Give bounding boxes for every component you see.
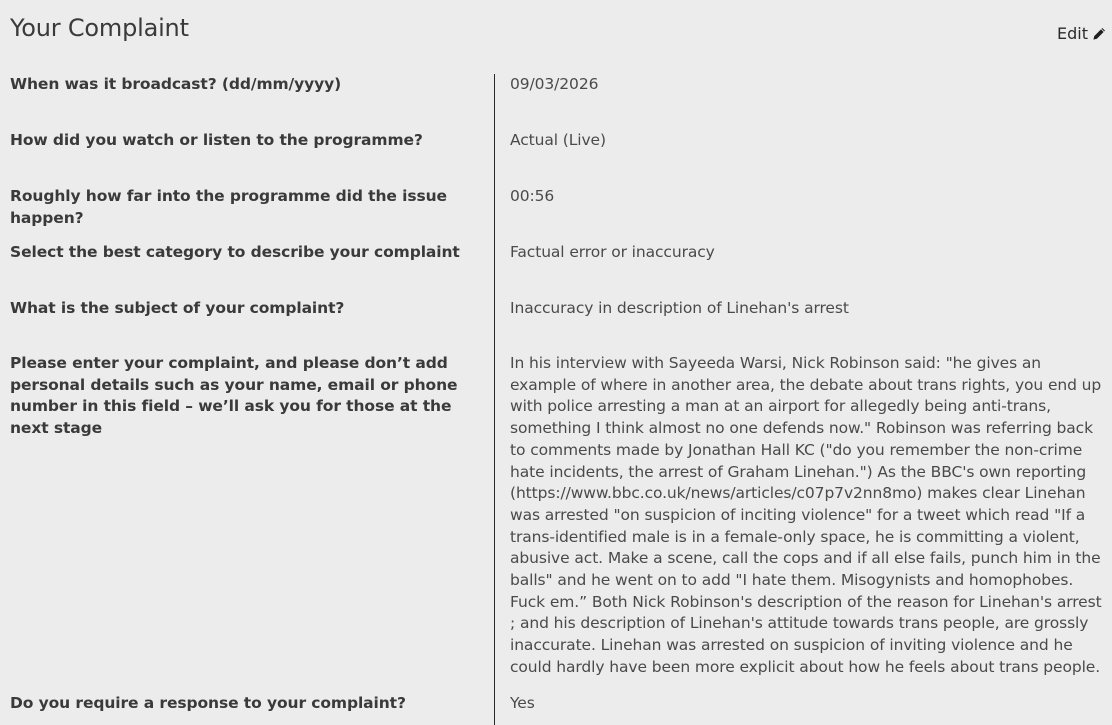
section-title: Your Complaint <box>10 14 189 42</box>
answer-value: In his interview with Sayeeda Warsi, Nick Robinson said: "he gives an example of where in another area, the debate about trans rights, you end up with police arresting a man at an airport for allegedly being anti-trans, something I think almost no one defends now." Robinson was referring back to comments made by Jonathan Hall KC ("do you remember the non-crime hate incidents, the arrest of Graham Linehan.") As the BBC's own reporting (https://www.bbc.co.uk/news/articles/c07p7v2nn8mo) makes clear Linehan was arrested "on suspicion of inciting violence" for a tweet which read "If a trans-identified male is in a female-only space, he is committing a violent, abusive act. Make a scene, call the cops and if all else fails, punch him in the balls" and he went on to add "I hate them. Misogynists and homophobes. Fuck em.” Both Nick Robinson's description of the reason for Linehan's arrest ; and his description of Linehan's attitude towards trans people, are grossly inaccurate. Linehan was arrested on suspicion of inviting violence and he could hardly have been more explicit about how he feels about trans people. <box>510 354 1102 676</box>
answer-value: Actual (Live) <box>510 131 606 149</box>
answer-value: 09/03/2026 <box>510 75 599 93</box>
question-label: Please enter your complaint, and please don’t add personal details such as your name, email or phone number in this field – we’ll ask you for those at the next stage <box>10 354 458 438</box>
pencil-icon <box>1092 27 1106 41</box>
question-label: Do you require a response to your complaint? <box>10 694 406 712</box>
column-divider <box>494 74 495 725</box>
question-label: How did you watch or listen to the programme? <box>10 131 423 149</box>
edit-label: Edit <box>1057 24 1088 43</box>
answer-value: Inaccuracy in description of Linehan's arrest <box>510 299 849 317</box>
question-label: When was it broadcast? (dd/mm/yyyy) <box>10 75 342 93</box>
edit-button[interactable] <box>1057 24 1106 43</box>
answer-value: Factual error or inaccuracy <box>510 243 715 261</box>
question-label: What is the subject of your complaint? <box>10 299 345 317</box>
question-label: Select the best category to describe your complaint <box>10 243 460 261</box>
answer-value: Yes <box>510 694 535 712</box>
answer-value: 00:56 <box>510 187 555 205</box>
question-label: Roughly how far into the programme did the issue happen? <box>10 187 447 227</box>
